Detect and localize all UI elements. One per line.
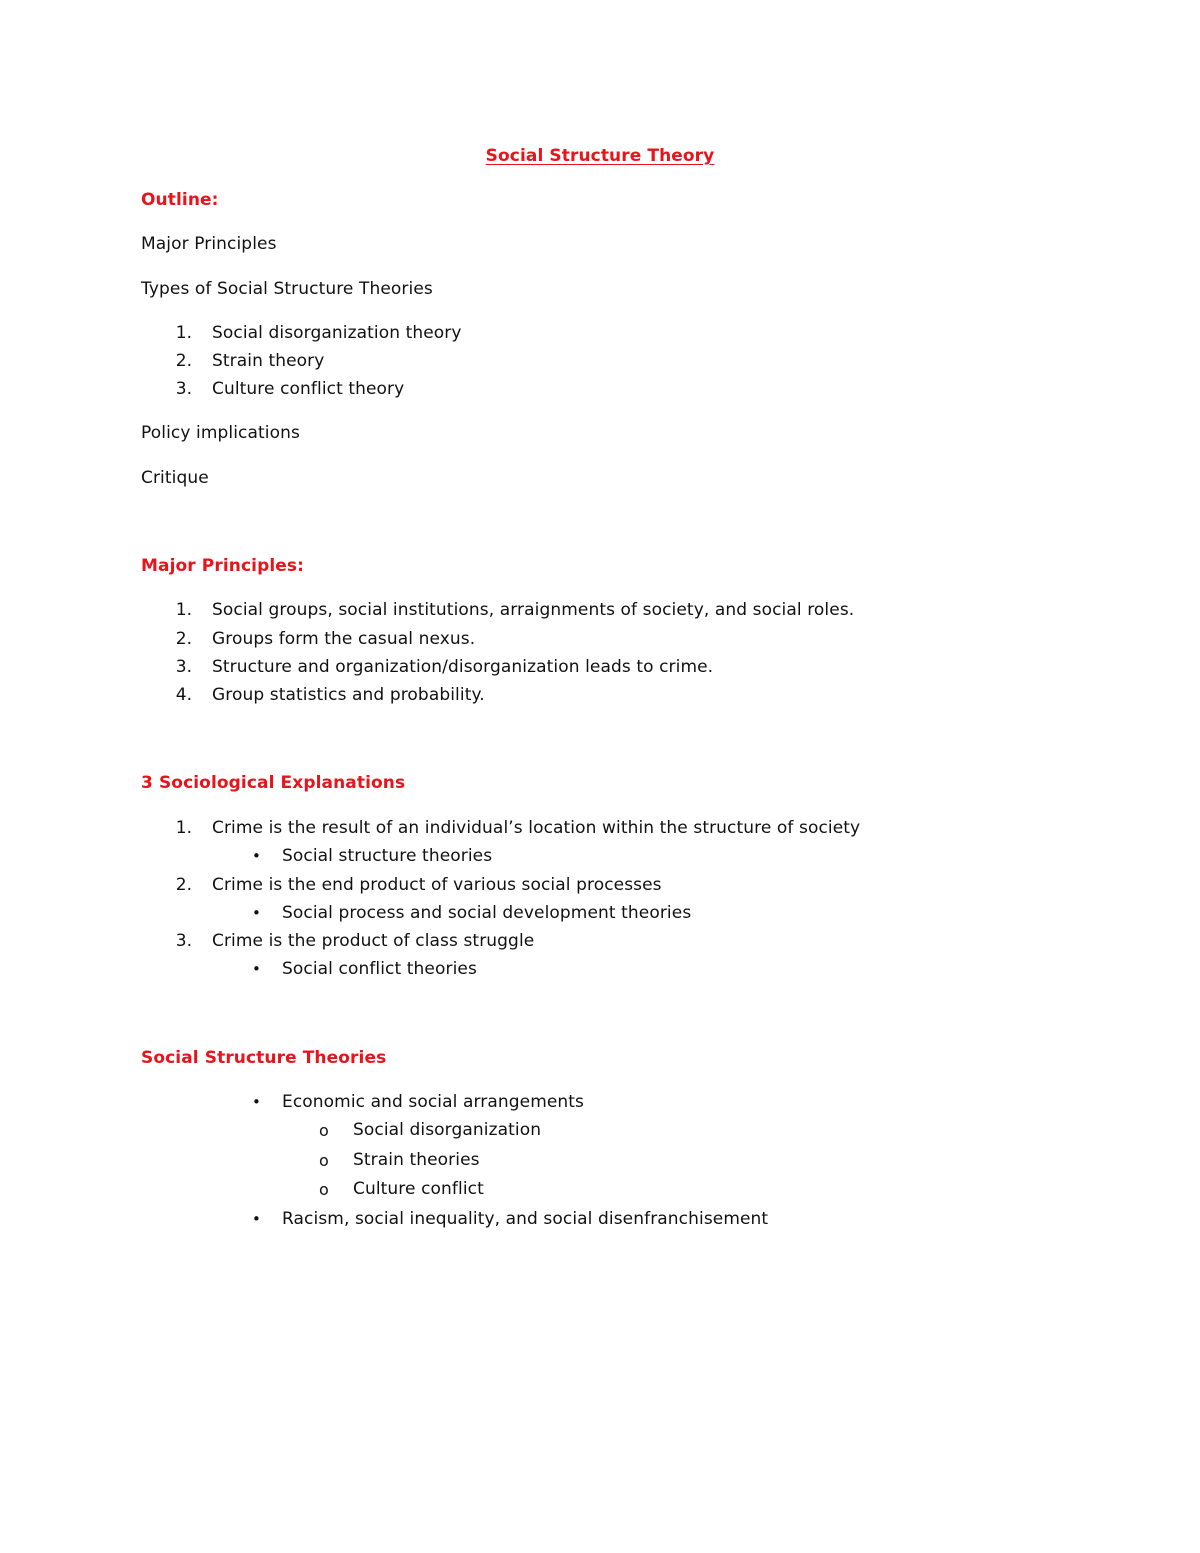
structure-theories-heading: Social Structure Theories: [141, 1048, 387, 1068]
types-list-number: 2.: [175, 351, 192, 371]
types-list-number: 1.: [175, 323, 192, 343]
principle-item: Group statistics and probability.: [212, 685, 485, 705]
outline-item-critique: Critique: [141, 468, 209, 488]
bullet-icon: •: [252, 904, 261, 922]
explanation-subitem: Social structure theories: [282, 846, 493, 866]
outline-item-types: Types of Social Structure Theories: [141, 279, 433, 299]
bullet-icon: •: [252, 1210, 261, 1228]
principle-number: 3.: [175, 657, 192, 677]
principle-item: Structure and organization/disorganization leads to crime.: [212, 657, 714, 677]
principle-item: Groups form the casual nexus.: [212, 629, 476, 649]
outline-item-major-principles: Major Principles: [141, 234, 277, 254]
types-list-item: Strain theory: [212, 351, 325, 371]
theories-sub-item: Social disorganization: [353, 1120, 542, 1140]
theories-bullet-item: Racism, social inequality, and social disenfranchisement: [282, 1209, 769, 1229]
principle-number: 2.: [175, 629, 192, 649]
explanation-subitem: Social conflict theories: [282, 959, 477, 979]
page-title: Social Structure Theory: [485, 146, 715, 166]
explanation-item: Crime is the product of class struggle: [212, 931, 535, 951]
explanation-subitem: Social process and social development theories: [282, 903, 692, 923]
outline-heading: Outline:: [141, 190, 219, 210]
bullet-icon: •: [252, 1093, 261, 1111]
theories-bullet-item: Economic and social arrangements: [282, 1092, 585, 1112]
explanation-number: 1.: [175, 818, 192, 838]
principle-item: Social groups, social institutions, arraignments of society, and social roles.: [212, 600, 855, 620]
circle-bullet-icon: o: [319, 1180, 329, 1199]
types-list-item: Culture conflict theory: [212, 379, 405, 399]
types-list-number: 3.: [175, 379, 192, 399]
sociological-heading: 3 Sociological Explanations: [141, 773, 406, 793]
theories-sub-item: Culture conflict: [353, 1179, 484, 1199]
circle-bullet-icon: o: [319, 1121, 329, 1140]
circle-bullet-icon: o: [319, 1151, 329, 1170]
bullet-icon: •: [252, 847, 261, 865]
principle-number: 1.: [175, 600, 192, 620]
explanation-item: Crime is the end product of various social processes: [212, 875, 662, 895]
principle-number: 4.: [175, 685, 192, 705]
outline-item-policy: Policy implications: [141, 423, 300, 443]
bullet-icon: •: [252, 960, 261, 978]
explanation-number: 2.: [175, 875, 192, 895]
explanation-number: 3.: [175, 931, 192, 951]
theories-sub-item: Strain theories: [353, 1150, 480, 1170]
explanation-item: Crime is the result of an individual’s location within the structure of society: [212, 818, 861, 838]
major-principles-heading: Major Principles:: [141, 556, 305, 576]
types-list-item: Social disorganization theory: [212, 323, 462, 343]
